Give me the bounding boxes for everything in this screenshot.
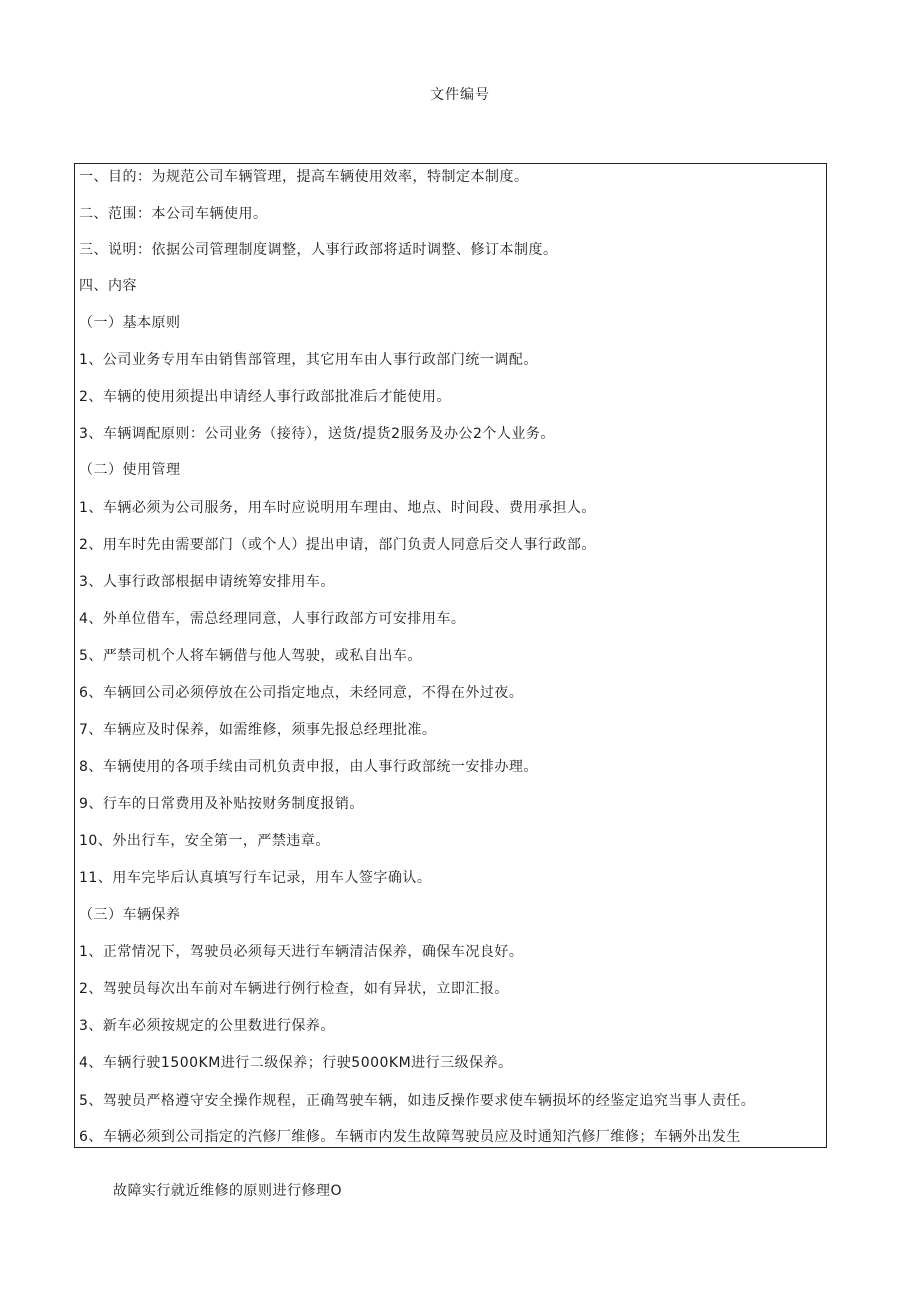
policy-line: 2、用车时先由需要部门（或个人）提出申请，部门负责人同意后交人事行政部。 — [79, 537, 596, 553]
policy-line: 2、车辆的使用须提出申请经人事行政部批准后才能使用。 — [79, 389, 451, 405]
policy-line: 1、正常情况下，驾驶员必须每天进行车辆清洁保养，确保车况良好。 — [79, 944, 524, 960]
policy-line: 11、用车完毕后认真填写行车记录，用车人签字确认。 — [79, 870, 432, 886]
policy-line: 3、新车必须按规定的公里数进行保养。 — [79, 1018, 335, 1034]
policy-line: 4、外单位借车，需总经理同意，人事行政部方可安排用车。 — [79, 611, 466, 627]
document-number-label: 文件编号 — [430, 87, 490, 103]
policy-line: 4、车辆行驶1500KM进行二级保养；行驶5000KM进行三级保养。 — [79, 1055, 513, 1071]
policy-line: 2、驾驶员每次出车前对车辆进行例行检查，如有异状，立即汇报。 — [79, 981, 509, 997]
policy-line: 8、车辆使用的各项手续由司机负责申报，由人事行政部统一安排办理。 — [79, 759, 538, 775]
section-heading: 四、内容 — [79, 278, 137, 294]
section-heading: （一）基本原则 — [79, 315, 181, 331]
policy-content-box — [74, 163, 827, 1148]
policy-line: 3、车辆调配原则：公司业务（接待），送货/提货2服务及办公2个人业务。 — [79, 426, 555, 442]
policy-line: 9、行车的日常费用及补贴按财务制度报销。 — [79, 796, 364, 812]
policy-line: 5、严禁司机个人将车辆借与他人驾驶，或私自出车。 — [79, 648, 422, 664]
policy-line: 1、公司业务专用车由销售部管理，其它用车由人事行政部门统一调配。 — [79, 352, 538, 368]
policy-line: 10、外出行车，安全第一，严禁违章。 — [79, 833, 330, 849]
policy-line: 一、目的：为规范公司车辆管理，提高车辆使用效率，特制定本制度。 — [79, 169, 529, 185]
policy-line: 5、驾驶员严格遵守安全操作规程，正确驾驶车辆，如违反操作要求使车辆损坏的经鉴定追究当事人责任。 — [79, 1093, 756, 1109]
policy-line: 6、车辆必须到公司指定的汽修厂维修。车辆市内发生故障驾驶员应及时通知汽修厂维修；车辆外出发生 — [79, 1129, 741, 1145]
continuation-text: 故障实行就近维修的原则进行修理O — [113, 1183, 343, 1199]
policy-line: 1、车辆必须为公司服务，用车时应说明用车理由、地点、时间段、费用承担人。 — [79, 500, 596, 516]
policy-line: 3、人事行政部根据申请统筹安排用车。 — [79, 574, 335, 590]
section-heading: （三）车辆保养 — [79, 907, 181, 923]
section-heading: （二）使用管理 — [79, 462, 181, 478]
policy-line: 6、车辆回公司必须停放在公司指定地点，未经同意，不得在外过夜。 — [79, 685, 524, 701]
policy-line: 二、范围：本公司车辆使用。 — [79, 206, 268, 222]
policy-line: 三、说明：依据公司管理制度调整，人事行政部将适时调整、修订本制度。 — [79, 242, 558, 258]
policy-line: 7、车辆应及时保养，如需维修，须事先报总经理批准。 — [79, 722, 437, 738]
